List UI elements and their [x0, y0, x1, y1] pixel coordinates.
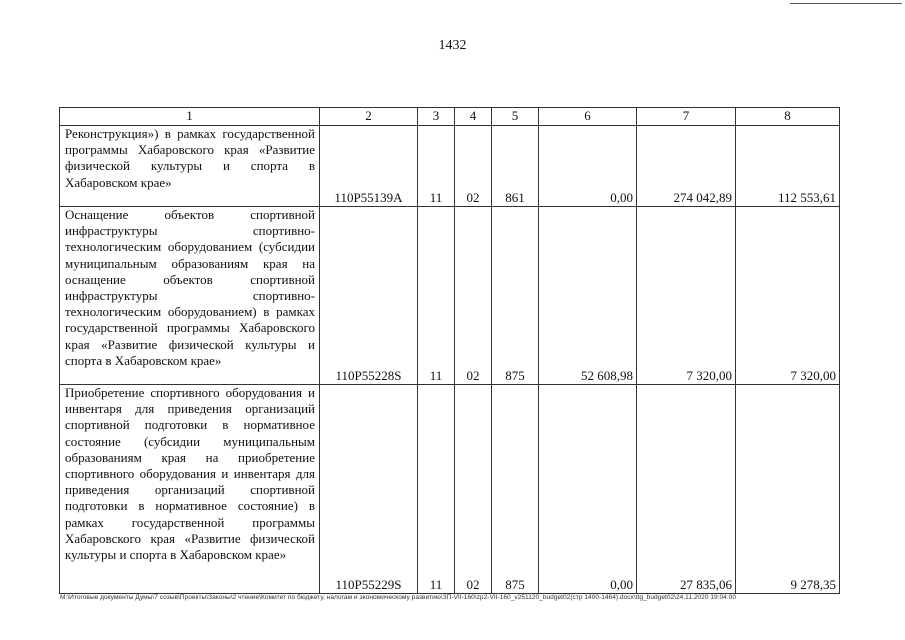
row-amount-col6: 52 608,98: [539, 207, 637, 385]
header-col-5: 5: [492, 108, 539, 126]
row-subsection: 02: [455, 126, 492, 207]
row-code: 110Р55229S: [320, 385, 418, 594]
header-col-7: 7: [637, 108, 736, 126]
table-row: [60, 126, 840, 207]
header-col-3: 3: [418, 108, 455, 126]
row-expense-type: 875: [492, 207, 539, 385]
budget-table-wrap: [59, 107, 839, 592]
row-amount-col7: 274 042,89: [637, 126, 736, 207]
row-amount-col8: 9 278,35: [736, 385, 840, 594]
row-amount-col7: 7 320,00: [637, 207, 736, 385]
row-amount-col6: 0,00: [539, 126, 637, 207]
row-subsection: 02: [455, 207, 492, 385]
page-number: 1432: [438, 38, 467, 53]
row-section: 11: [418, 385, 455, 594]
row-description: Оснащение объектов спортивной инфраструктуры спортивно-технологическим оборудованием (субсидии муниципальным образованиям края на оснащение объектов спортивной инфраструктуры спортивно-технологическим оборудованием) в рамках государственной программы Хабаровского края «Развитие физической культуры и спорта в Хабаровском крае»: [60, 207, 320, 385]
header-col-4: 4: [455, 108, 492, 126]
row-expense-type: 861: [492, 126, 539, 207]
header-col-1: 1: [60, 108, 320, 126]
header-col-6: 6: [539, 108, 637, 126]
row-amount-col8: 7 320,00: [736, 207, 840, 385]
file-path-footer: M:\Итоговые документы Думы\7 созыв\Проекты\Законы\2 чтение\Комитет по бюджету, налогам и экономическому развитию\ЗП-VII-160\zp2-VII-160_v251120_budget02(стр 1400-1464).docx\ttg_budget02\24.11.2020 19:04:00: [60, 594, 737, 601]
row-section: 11: [418, 207, 455, 385]
row-section: 11: [418, 126, 455, 207]
row-amount-col7: 27 835,06: [637, 385, 736, 594]
table-row: [60, 385, 840, 594]
row-code: 110Р55139А: [320, 126, 418, 207]
header-row: [60, 108, 840, 126]
header-col-8: 8: [736, 108, 840, 126]
row-expense-type: 875: [492, 385, 539, 594]
header-col-2: 2: [320, 108, 418, 126]
table-row: [60, 207, 840, 385]
row-description: Приобретение спортивного оборудования и инвентаря для приведения организаций спортивной подготовки в нормативное состояние (субсидии муниципальным образованиям края на приобретение спортивного оборудования и инвентаря для приведения организаций спортивной подготовки в нормативное состояние) в рамках государственной программы Хабаровского края «Развитие физической культуры и спорта в Хабаровском крае»: [60, 385, 320, 594]
budget-table: [59, 107, 840, 594]
row-amount-col8: 112 553,61: [736, 126, 840, 207]
row-code: 110Р55228S: [320, 207, 418, 385]
top-rule: [790, 3, 902, 4]
row-amount-col6: 0,00: [539, 385, 637, 594]
row-description: Реконструкция») в рамках государственной программы Хабаровского края «Развитие физической культуры и спорта в Хабаровском крае»: [60, 126, 320, 207]
row-subsection: 02: [455, 385, 492, 594]
